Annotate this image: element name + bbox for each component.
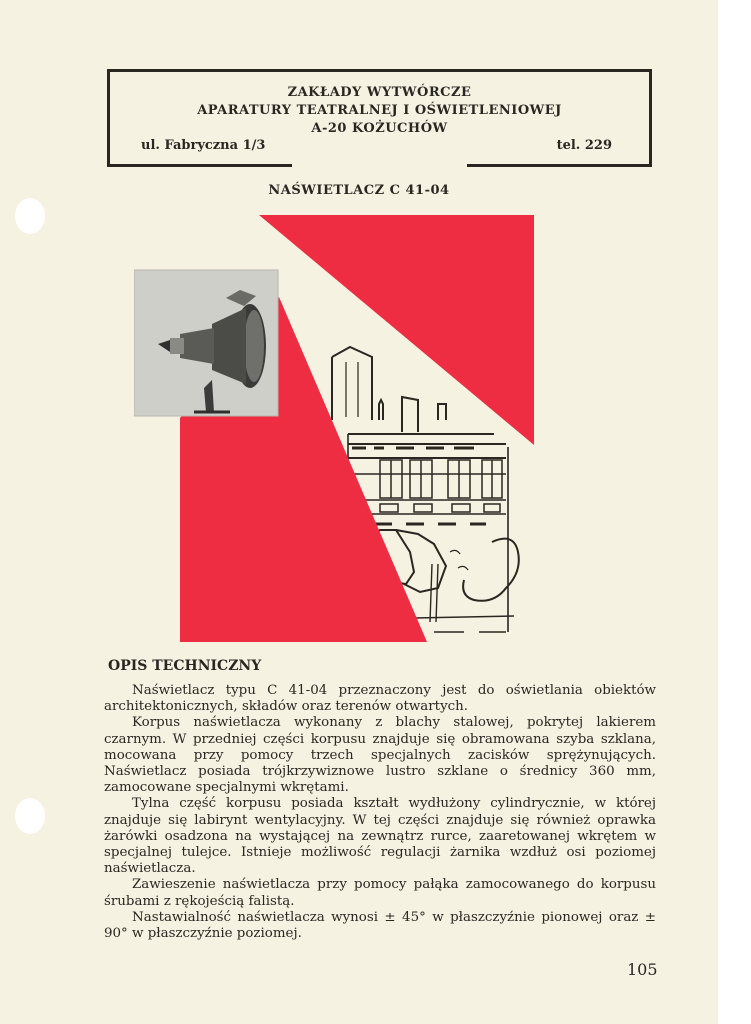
manufacturer-name-line2: APARATURY TEATRALNEJ I OŚWIETLENIOWEJ (197, 103, 562, 118)
manufacturer-header (107, 69, 652, 167)
paragraph-purpose: Naświetlacz typu C 41-04 przeznaczony jest do oświetlania obiektów architektonicznych, składów oraz terenów otwartych. (104, 683, 656, 715)
paragraph-suspension: Zawieszenie naświetlacza przy pomocy pałąka zamocowanego do korpusu śrubami z rękojeścią falistą. (104, 877, 656, 909)
product-illustration (134, 212, 536, 646)
manufacturer-phone: tel. 229 (556, 138, 612, 153)
manufacturer-address: ul. Fabryczna 1/3 (141, 138, 266, 153)
punch-hole-top (15, 198, 45, 234)
manufacturer-location: A-20 KOŻUCHÓW (311, 121, 448, 136)
paragraph-rear-section: Tylna część korpusu posiada kształt wydłużony cylindrycznie, w której znajduje się labirynt wentylacyjny. W tej części znajduje się również oprawka żarówki osadzona na wystającej na zewnątrz rurce, zaaretowanej wkrętem w specjalnej tulejce. Istnieje możliwość regulacji żarnika wzdłuż osi poziomej naświetlacza. (104, 796, 656, 877)
header-border-gap (292, 164, 467, 167)
punch-hole-bottom (15, 798, 45, 834)
section-heading: OPIS TECHNICZNY (108, 658, 262, 674)
page-number: 105 (627, 960, 658, 979)
manufacturer-name-line1: ZAKŁADY WYTWÓRCZE (287, 85, 472, 100)
floodlight-photo (134, 270, 278, 416)
product-title: NAŚWIETLACZ C 41-04 (268, 183, 450, 198)
paragraph-housing: Korpus naświetlacza wykonany z blachy stalowej, pokrytej lakierem czarnym. W przedniej części korpusu znajduje się obramowana szyba szklana, mocowana przy pomocy trzech specjalnych zacisków sprężynujących. Naświetlacz posiada trójkrzywiznowe lustro szklane o średnicy 360 mm, zamocowane specjalnymi wkrętami. (104, 715, 656, 796)
technical-description (104, 683, 656, 942)
paragraph-adjustment: Nastawialność naświetlacza wynosi ± 45° w płaszczyźnie pionowej oraz ± 90° w płaszczyźnie poziomej. (104, 909, 656, 942)
